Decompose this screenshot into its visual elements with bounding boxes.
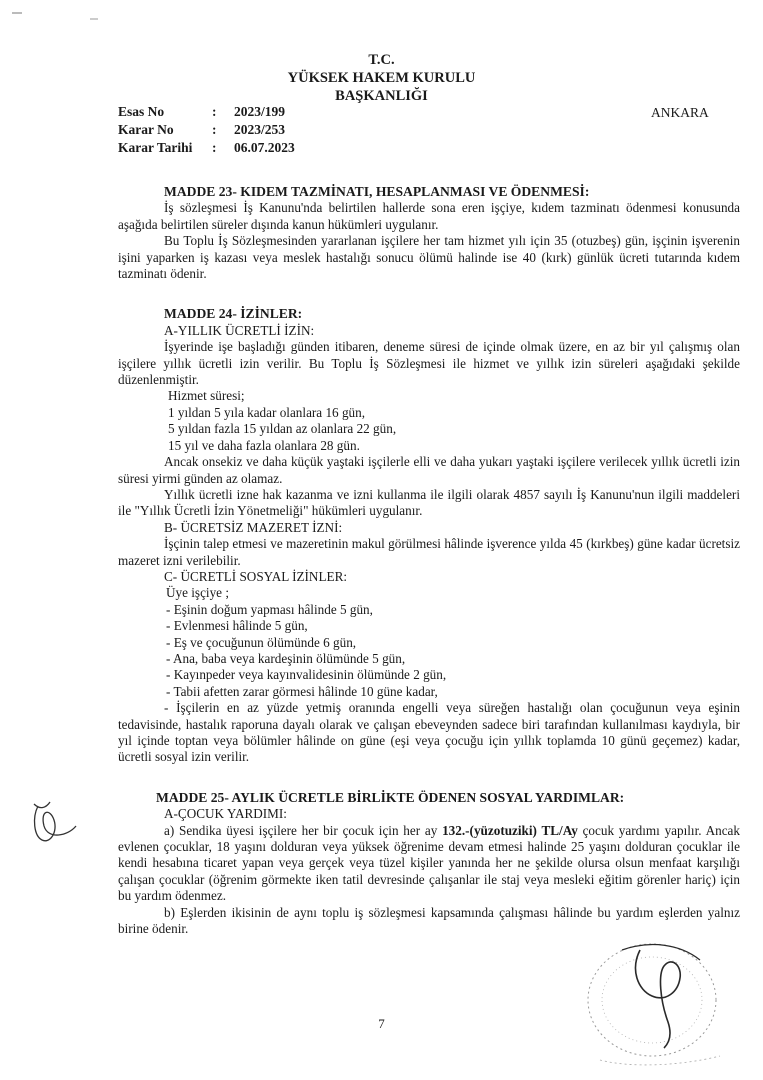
header-institution: YÜKSEK HAKEM KURULU (287, 70, 476, 86)
madde-23-paragraph: İş sözleşmesi İş Kanunu'nda belirtilen hallerde sona eren işçiye, kıdem tazminatı ödenmesi konusunda aşağıda belirtilen süreler dışında kanun hükümleri uygulanır. (118, 200, 740, 232)
list-item: 15 yıl ve daha fazla olanlara 28 gün. (168, 437, 360, 453)
meta-colon: : (212, 104, 217, 119)
subsection-title: A-YILLIK ÜCRETLİ İZİN: (164, 322, 315, 338)
madde-24-title: MADDE 24- İZİNLER: (164, 306, 303, 322)
meta-label-karar: Karar No (118, 122, 174, 137)
list-item: - Kayınpeder veya kayınvalidesinin ölümünde 2 gün, (166, 667, 447, 683)
list-item: - Ana, baba veya kardeşinin ölümünde 5 gün, (166, 650, 406, 666)
hizmet-label: Hizmet süresi; (168, 388, 245, 404)
corner-mark (12, 12, 22, 14)
meta-value-esas: 2023/199 (234, 104, 286, 119)
document-body (118, 184, 740, 937)
madde-25-paragraph: b) Eşlerden ikisinin de aynı toplu iş sözleşmesi kapsamında çalışması hâlinde bu yardım eşlerden yalnız birine ödenir. (118, 904, 740, 937)
list-item: - Evlenmesi hâlinde 5 gün, (166, 618, 308, 634)
list-item: - Tabii afetten zarar görmesi hâlinde 10 güne kadar, (166, 683, 438, 699)
header-tc: T.C. (368, 52, 395, 68)
list-item: 1 yıldan 5 yıla kadar olanlara 16 gün, (168, 404, 366, 420)
subsection-title: C- ÜCRETLİ SOSYAL İZİNLER: (164, 568, 348, 584)
meta-colon: : (212, 122, 217, 137)
madde-24-paragraph: İşyerinde işe başladığı günden itibaren, deneme süresi de içinde olmak üzere, en az bir yıl çalışmış olan işçilere yıllık ücretli izin verilir. Bu Toplu İş Sözleşmesi ile hizmet ve yıllık izin süreleri aşağıdaki şekilde düzenlenmiştir. (118, 339, 740, 388)
handwritten-initial (28, 796, 82, 852)
madde-23-title: MADDE 23- KIDEM TAZMİNATI, HESAPLANMASI VE ÖDENMESİ: (164, 184, 590, 199)
madde-24-paragraph: Ancak onsekiz ve daha küçük yaştaki işçilerle elli ve daha yukarı yaştaki işçilere verilecek yıllık ücretli izin süresi yirmi günden az olamaz. (118, 454, 740, 486)
meta-value-tarih: 06.07.2023 (234, 140, 295, 155)
header-department: BAŞKANLIĞI (335, 88, 428, 104)
city-label: ANKARA (651, 105, 709, 120)
list-item: - Eş ve çocuğunun ölümünde 6 gün, (166, 634, 357, 650)
madde-24-paragraph: İşçinin talep etmesi ve mazeretinin makul görülmesi hâlinde işverence yılda 45 (kırkbeş) güne kadar ücretsiz mazeret izni verilebilir. (118, 536, 740, 568)
madde-23-paragraph: Bu Toplu İş Sözleşmesinden yararlanan işçilere her tam hizmet yılı için 35 (otuzbeş) gün, işçinin işverenin işini yaparken iş kazası veya meslek hastalığı sonucu ölümü halinde ise 40 (kırk) günlük ücreti tutarında kıdem tazminatı ödenir. (118, 233, 740, 282)
stamp-and-signature (560, 930, 740, 1070)
list-item: - Eşinin doğum yapması hâlinde 5 gün, (166, 601, 373, 617)
list-item: - İşçilerin en az yüzde yetmiş oranında engelli veya süreğen hastalığı olan çocuğunun veya eşinin tedavisinde, hastalık raporuna dayalı olarak ve çalışan ebeveynden sadece biri tarafından kullanılması kaydıyla, bir yıl içinde toptan veya bölümler hâlinde on güne (eşi veya çocuğu için yıllık toplamda 10 günü geçemez) kadar, ücretli sosyal izin verilir. (118, 700, 740, 765)
subsection-title: B- ÜCRETSİZ MAZERET İZNİ: (164, 519, 343, 535)
madde-25-paragraph (118, 823, 740, 905)
subsection-title: A-ÇOCUK YARDIMI: (164, 806, 287, 822)
meta-value-karar: 2023/253 (234, 122, 286, 137)
meta-label-esas: Esas No (118, 104, 165, 119)
meta-colon: : (212, 140, 217, 155)
corner-mark (90, 18, 98, 20)
meta-label-tarih: Karar Tarihi (118, 140, 193, 155)
text-run: a) Sendika üyesi işçilere her bir çocuk için her ay (164, 822, 443, 838)
madde-25-title: MADDE 25- AYLIK ÜCRETLE BİRLİKTE ÖDENEN SOSYAL YARDIMLAR: (156, 789, 625, 805)
amount-bold: 132.-(yüzotuziki) TL/Ay (442, 822, 578, 838)
madde-24-paragraph: Yıllık ücretli izne hak kazanma ve izni kullanma ile ilgili olarak 4857 sayılı İş Kanunu'nun ilgili maddeleri ile "Yıllık Ücretli İzin Yönetmeliği" hükümleri uygulanır. (118, 486, 740, 519)
list-lead: Üye işçiye ; (166, 585, 229, 601)
text-run: çocuk yardımı yapılır. Ancak evlenen çocuklar, 18 yaşını dolduran veya yüksek öğrenime devam etmesi halinde 25 yaşını dolduran çocuklar ile kendi hesabına ticaret yapan veya gerçek veya tüzel kişiler yanında her ne şekilde olursa olsun menfaat karşılığı çalışan çocuklar (öğrenim görmekte iken tatil devresinde çalışanlar ile staj veya mesleki eğitim görenler hariç) için bu yardım ödenmez. (118, 822, 740, 904)
list-item: 5 yıldan fazla 15 yıldan az olanlara 22 gün, (168, 421, 397, 437)
page-number: 7 (378, 1016, 385, 1031)
